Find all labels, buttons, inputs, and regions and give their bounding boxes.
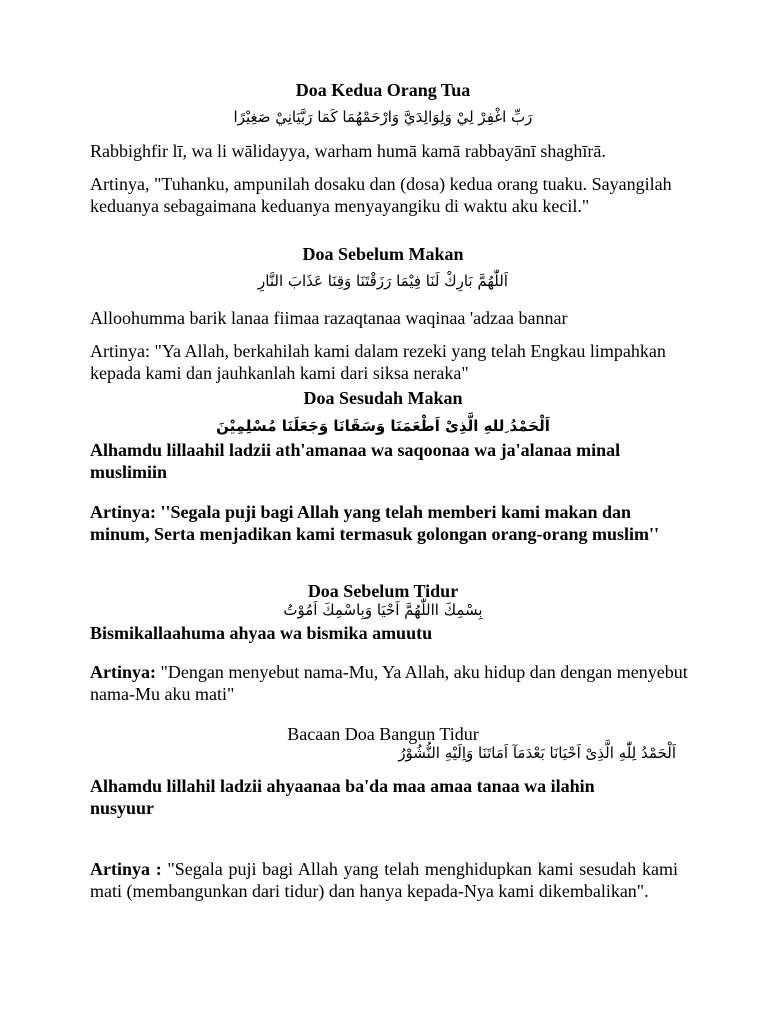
meaning-doa-sebelum-tidur [90,661,690,705]
arabic-text-doa-sebelum-makan: اَللّٰهُمَّ بَارِكْ لَنَا فِيْمَا رَزَقْتَنَا وَقِنَا عَذَابَ النَّارِ [258,272,508,290]
section-title-doa-bangun-tidur: Bacaan Doa Bangun Tidur [287,724,479,744]
meaning-doa-bangun-tidur [90,858,678,902]
meaning-label: Artinya: [90,662,156,682]
section-title-doa-sebelum-tidur: Doa Sebelum Tidur [307,581,459,601]
meaning-doa-kedua-orang-tua: Artinya, "Tuhanku, ampunilah dosaku dan (dosa) kedua orang tuaku. Sayangilah keduanya sebagaimana keduanya menyayangiku di waktu aku kecil." [90,174,672,216]
section-title-doa-sesudah-makan: Doa Sesudah Makan [303,388,463,408]
latin-text-doa-kedua-orang-tua: Rabbighfir lī, wa li wālidayya, warham humā kamā rabbayānī shaghīrā. [90,141,606,161]
arabic-text-doa-sebelum-tidur: بِسْمِكَ االلّٰهُمَّ اَحْيَا وَبِاسْمِكَ اَمُوْتُ [283,601,483,619]
latin-text-doa-sebelum-tidur: Bismikallaahuma ahyaa wa bismika amuutu [90,623,433,643]
meaning-doa-sesudah-makan: Artinya: ''Segala puji bagi Allah yang telah memberi kami makan dan minum, Serta menjadikan kami termasuk golongan orang-orang muslim'' [90,502,660,544]
section-title-doa-sebelum-makan: Doa Sebelum Makan [302,244,464,264]
section-title-doa-kedua-orang-tua: Doa Kedua Orang Tua [295,80,471,100]
arabic-text-doa-bangun-tidur: اَلْحَمْدُ لِلّٰهِ الَّذِىْ اَحْيَانَا بَعْدَمَآ اَمَاتَنَا وَاِلَيْهِ النُّشُوْرُ [398,744,676,762]
meaning-doa-sebelum-makan: Artinya: "Ya Allah, berkahilah kami dalam rezeki yang telah Engkau limpahkan kepada kami dan jauhkanlah kami dari siksa neraka" [90,341,666,383]
meaning-text: "Segala puji bagi Allah yang telah menghidupkan kami sesudah kami mati (membangunkan dari tidur) dan hanya kepada-Nya kami dikembalikan". [90,859,678,901]
latin-text-doa-sebelum-makan: Alloohumma barik lanaa fiimaa razaqtanaa waqinaa 'adzaa bannar [90,308,568,328]
meaning-label: Artinya : [90,859,162,879]
latin-text-doa-sesudah-makan: Alhamdu lillaahil ladzii ath'amanaa wa saqoonaa wa ja'alanaa minal muslimiin [90,440,621,482]
latin-text-doa-bangun-tidur: Alhamdu lillahil ladzii ahyaanaa ba'da maa amaa tanaa wa ilahin nusyuur [90,776,595,818]
meaning-text: "Dengan menyebut nama-Mu, Ya Allah, aku hidup dan dengan menyebut nama-Mu aku mati" [90,662,688,704]
arabic-text-doa-sesudah-makan: اَلْحَمْدُ ِللهِ الَّذِىْ اَطْعَمَنَا وَسَقَانَا وَجَعَلَنَا مُسْلِمِيْنَ [216,417,550,435]
arabic-text-doa-kedua-orang-tua: رَبِّ اغْفِرْ لِيْ وَلِوَالِدَيَّ وَارْحَمْهُمَا كَمَا رَبَّيَانِيْ صَغِيْرًا [233,108,533,126]
